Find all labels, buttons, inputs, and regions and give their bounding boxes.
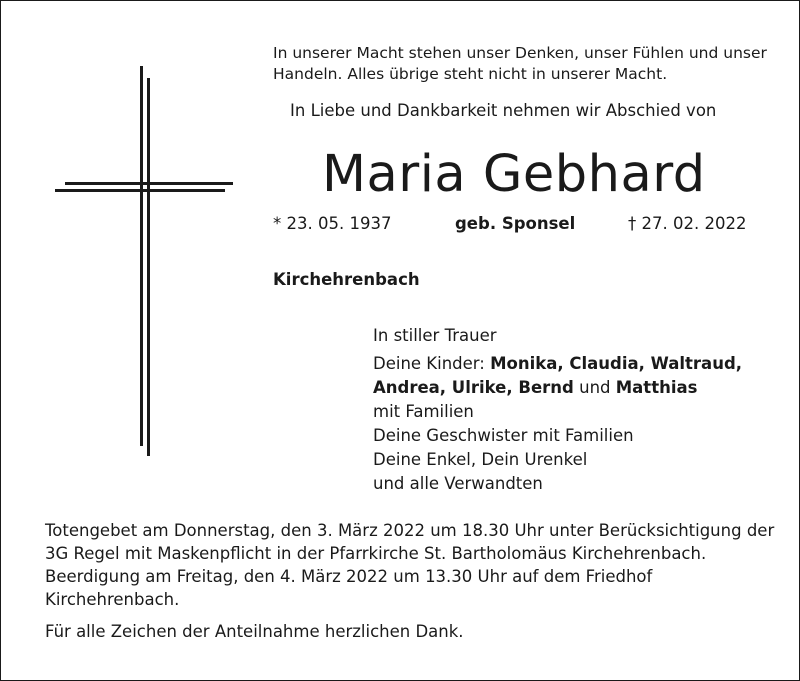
grandchildren: Deine Enkel, Dein Urenkel [373,450,588,469]
cross-icon [55,66,235,456]
children-last-name: Matthias [615,378,698,397]
children-line-1 [373,352,773,376]
children-and: und [579,378,611,397]
hometown: Kirchehrenbach [273,270,420,289]
service-details: Totengebet am Donnerstag, den 3. März 2022 um 18.30 Uhr unter Berücksichtigung der 3G Regel mit Maskenpflicht in der Pfarrkirche St. Bartholomäus Kirchehrenbach. Beerdigung am Freitag, den 4. März 2022 um 13.30 Uhr auf dem Friedhof Kirchehrenbach. [45,521,775,609]
children-prefix: Deine Kinder: [373,354,485,373]
deceased-name: Maria Gebhard [322,145,706,204]
with-families: mit Familien [373,402,474,421]
thanks-line: Für alle Zeichen der Anteilnahme herzlichen Dank. [45,622,464,641]
memorial-quote: In unserer Macht stehen unser Denken, unser Fühlen und unser Handeln. Alles übrige steht nicht in unserer Macht. [273,44,767,83]
siblings: Deine Geschwister mit Familien [373,426,634,445]
mourning-heading: In stiller Trauer [373,326,497,345]
mourners-list [373,324,773,496]
relatives: und alle Verwandten [373,474,543,493]
children-line-2 [373,376,773,400]
children-names-1: Monika, Claudia, Waltraud, [490,354,743,373]
service-info [45,519,785,643]
death-date: † 27. 02. 2022 [628,214,747,233]
maiden-name: geb. Sponsel [455,214,576,233]
birth-date: * 23. 05. 1937 [273,214,392,233]
children-names-2: Andrea, Ulrike, Bernd [373,378,574,397]
farewell-intro: In Liebe und Dankbarkeit nehmen wir Abschied von [290,101,717,120]
